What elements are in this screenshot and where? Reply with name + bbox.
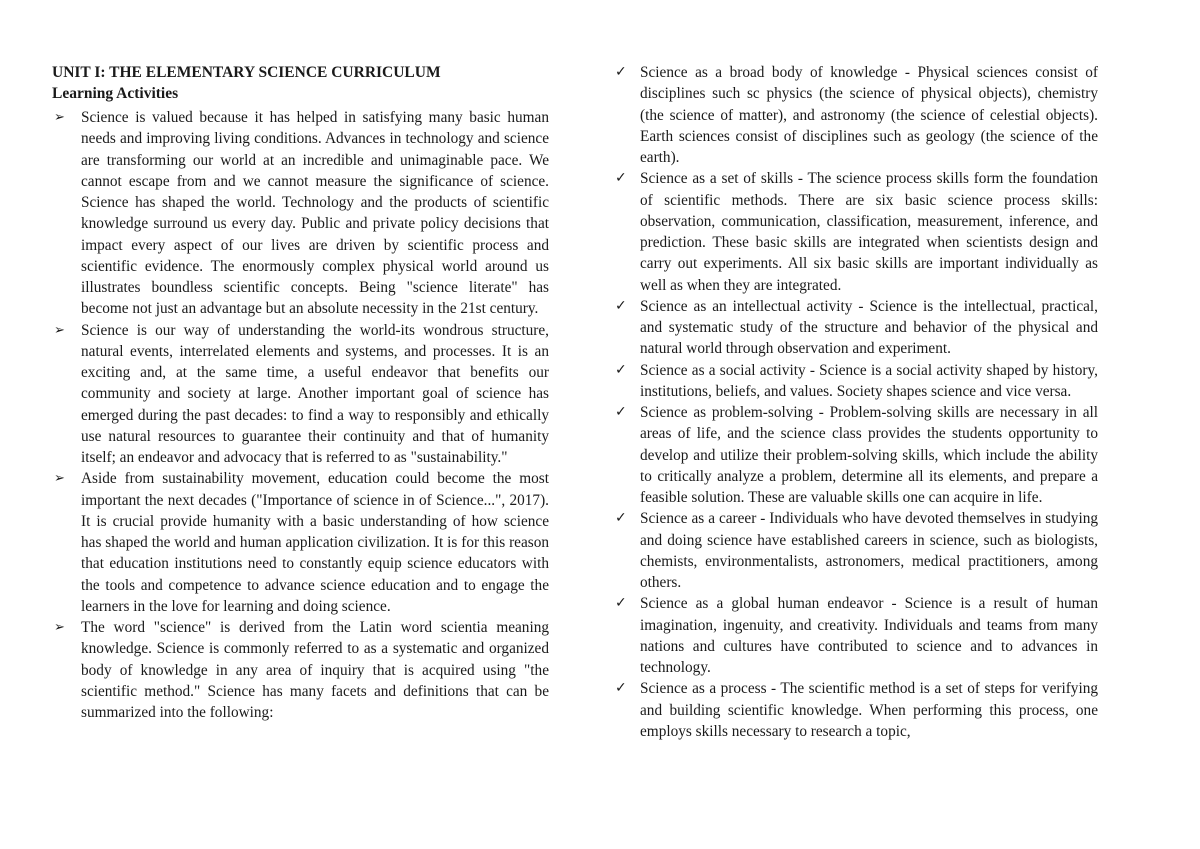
check-text: Science as a set of skills - The science process skills form the foundation of scientific methods. There are six basic science process skills: observation, communication, classification, measurement, inference, and prediction. These basic skills are integrated when scientists design and carry out experiments. All six basic skills are important individually as well as when they are integrated. (640, 170, 1098, 294)
bullet-text: The word "science" is derived from the Latin word scientia meaning knowledge. Science is commonly referred to as a systematic and organized body of knowledge in any area of inquiry that is acquired using "the scientific method." Science has many facets and definitions that can be summarized into the following: (81, 619, 549, 721)
checkmark-icon: ✓ (615, 170, 627, 187)
arrow-bullet-icon: ➢ (54, 471, 65, 487)
check-text: Science as a process - The scientific method is a set of steps for verifying and building scientific knowledge. When performing this process, one employs skills necessary to research a topic, (640, 680, 1098, 740)
check-item (612, 62, 1098, 168)
checkmark-icon: ✓ (615, 680, 627, 697)
checkmark-icon: ✓ (615, 64, 627, 80)
check-text: Science as an intellectual activity - Science is the intellectual, practical, and systematic study of the structure and behavior of the physical and natural world through observation and experiment. (640, 297, 1098, 358)
checkmark-icon: ✓ (615, 510, 627, 527)
checkmark-icon: ✓ (615, 404, 627, 420)
arrow-bullet-icon: ➢ (54, 110, 65, 125)
arrow-bullet-icon: ➢ (54, 322, 65, 338)
right-column (612, 62, 1098, 742)
check-text: Science as problem-solving - Problem-solving skills are necessary in all areas of life, and the science class provides the students opportunity to develop and utilize their problem-solving skills, which include the ability to critically analyze a problem, determine all its elements, and prepare a feasible solution. These are valuable skills one can acquire in life. (640, 404, 1098, 506)
bullet-item (52, 320, 549, 469)
check-item (612, 168, 1098, 296)
section-heading: Learning Activities (52, 85, 179, 102)
bullet-text: Science is our way of understanding the world-its wondrous structure, natural events, interrelated elements and systems, and processes. It is an exciting and, at the same time, a useful endeavor that benefits our community and society at large. Another important goal of science has emerged during the past decades: to find a way to responsibly and ethically use natural resources to guarantee their continuity and that of humanity itself; an endeavor and advocacy that is referred to as "sustainability." (81, 321, 549, 466)
check-text: Science as a career - Individuals who have devoted themselves in studying and doing science have established careers in science, such as biologists, chemists, environmentalists, astronomers, medical practitioners, among others. (640, 510, 1098, 591)
unit-title: UNIT I: THE ELEMENTARY SCIENCE CURRICULUM (52, 64, 441, 81)
check-text: Science as a social activity - Science is a social activity shaped by history, institutions, beliefs, and values. Society shapes science and vice versa. (640, 361, 1098, 400)
bullet-item (52, 617, 549, 723)
check-item (612, 508, 1098, 593)
bullet-text: Science is valued because it has helped in satisfying many basic human needs and improving living conditions. Advances in technology and science are transforming our world at an incredible and unimaginable pace. We cannot escape from and we cannot measure the significance of science. Science has shaped the world. Technology and the products of scientific knowledge surround us every day. Public and private policy decisions that impact every aspect of our lives are driven by scientific process and scientific evidence. The enormously complex physical world around us illustrates boundless scientific concepts. Being "science literate" has become not just an advantage but an absolute necessity in the 21st century. (81, 109, 549, 318)
bullet-list (52, 107, 549, 723)
check-text: Science as a broad body of knowledge - Physical sciences consist of disciplines such sc physics (the science of physical objects), chemistry (the science of matter), and astronomy (the science of celestial objects). Earth sciences consist of disciplines such as geology (the science of the earth). (640, 64, 1098, 166)
check-item (612, 402, 1098, 508)
check-item (612, 296, 1098, 360)
bullet-item (52, 107, 549, 320)
bullet-item (52, 468, 549, 617)
arrow-bullet-icon: ➢ (54, 620, 65, 635)
check-item (612, 360, 1098, 403)
check-item (612, 678, 1098, 742)
checkmark-icon: ✓ (615, 595, 627, 612)
bullet-text: Aside from sustainability movement, education could become the most important the next decades ("Importance of science in of Science...", 2017). It is crucial provide humanity with a basic understanding of how science has shaped the world and human application civilization. It is for this reason that education institutions need to constantly equip science educators with the tools and competence to advance science education and to engage the learners in the love for learning and doing science. (81, 470, 549, 615)
check-text: Science as a global human endeavor - Science is a result of human imagination, ingenuity, and creativity. Individuals and teams from many nations and cultures have contributed to science and to advances in technology. (640, 595, 1098, 676)
checkmark-icon: ✓ (615, 297, 627, 314)
checkmark-icon: ✓ (615, 361, 627, 378)
left-column (52, 62, 549, 723)
checklist (612, 62, 1098, 742)
check-item (612, 593, 1098, 678)
